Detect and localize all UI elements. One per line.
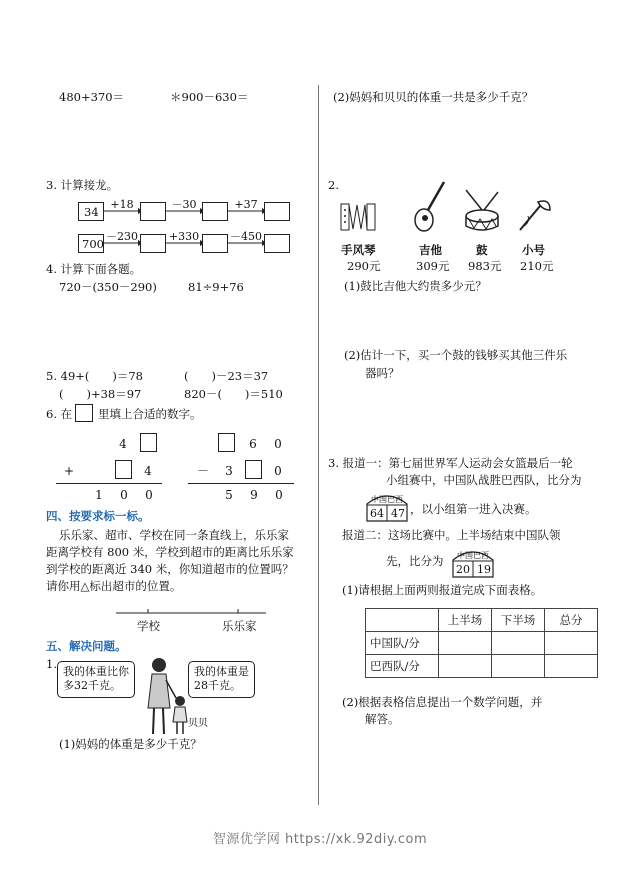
chain2-answer-box-2[interactable]	[202, 234, 228, 253]
q4-b: 81÷9+76	[188, 280, 244, 294]
table-row-label: 巴西队/分	[366, 655, 439, 678]
q1-2: (2)妈妈和贝贝的体重一共是多少千克？	[333, 90, 534, 104]
mom-speech-bubble: 我的体重比你 多32千克。	[57, 661, 135, 698]
v2-row2-digit-1: 3	[225, 464, 233, 478]
chain2-op-3: －450	[230, 230, 262, 243]
q3-line3: ，以小组第一进入决赛。	[410, 502, 537, 516]
mother-and-child-icon	[140, 656, 195, 738]
v1-result-1: 1	[95, 488, 103, 502]
scoreboard-2-brazil: 19	[477, 563, 491, 576]
v1-result-3: 0	[145, 488, 153, 502]
section-4-text-1: 乐乐家、超市、学校在同一条直线上，乐乐家	[59, 528, 289, 542]
scoreboard-2-china: 20	[456, 563, 470, 576]
chain2-start-box: 700	[78, 234, 104, 253]
v1-op: +	[63, 464, 75, 478]
instrument-name-drum: 鼓	[476, 243, 488, 257]
q4-a: 720－(350－290)	[59, 280, 157, 294]
section-5-q1-1: (1)妈妈的体重是多少千克？	[59, 737, 202, 751]
q3-1: (1)请根据上面两则报道完成下面表格。	[342, 583, 543, 597]
label-home: 乐乐家	[222, 619, 257, 633]
guitar-icon	[412, 180, 448, 234]
q3-line4: 报道二：这场比赛中。上半场结束中国队领	[342, 528, 561, 542]
q3-line2: 小组赛中，中国队战胜巴西队，比分为	[386, 473, 582, 487]
q2-2-line1: (2)估计一下，买一个鼓的钱够买其他三件乐	[344, 348, 568, 362]
calc-b: ＊900－630＝	[170, 90, 249, 104]
q6-prefix: 6. 在	[46, 407, 73, 421]
v2-row1-digit-1: 6	[249, 437, 257, 451]
child-speech-bubble: 我的体重是 28千克。	[188, 661, 255, 698]
chain1-op-1: +18	[110, 198, 134, 211]
chain1-answer-box-3[interactable]	[264, 202, 290, 221]
accordion-icon	[340, 200, 376, 234]
chain2-answer-box-1[interactable]	[140, 234, 166, 253]
v1-row1-box[interactable]	[140, 433, 157, 452]
q3-line1: 3. 报道一：第七届世界军人运动会女篮最后一轮	[328, 456, 573, 470]
chain1-answer-box-2[interactable]	[202, 202, 228, 221]
v2-row2-box[interactable]	[245, 460, 262, 479]
chain2-op-2: +330	[168, 230, 200, 243]
child-name: 贝贝	[188, 718, 208, 729]
drum-icon	[462, 188, 502, 234]
number-line	[116, 608, 268, 618]
section-4-text-3: 到学校的距离近 340 米，你知道超市的位置吗？	[46, 562, 294, 576]
instrument-name-accordion: 手风琴	[341, 243, 376, 257]
q5-row1-b: ( )－23＝37	[184, 369, 269, 383]
table-cell[interactable]	[545, 655, 598, 678]
v2-line	[188, 483, 294, 484]
v1-row1-digit: 4	[119, 437, 127, 451]
table-row	[366, 655, 598, 678]
q2-1: (1)鼓比吉他大约贵多少元？	[344, 279, 487, 293]
v1-line	[56, 483, 162, 484]
trumpet-icon	[516, 196, 552, 234]
v1-row2-digit: 4	[144, 464, 152, 478]
q3-2-line2: 解答。	[365, 712, 400, 726]
scoreboard-1-china: 64	[370, 507, 384, 520]
section-5-title: 五、解决问题。	[46, 639, 127, 653]
chain1-op-2: －30	[171, 198, 197, 211]
instrument-price-guitar: 309元	[416, 259, 450, 273]
v1-row2-box[interactable]	[115, 460, 132, 479]
table-cell[interactable]	[439, 632, 492, 655]
table-header-cell	[366, 609, 439, 632]
v2-row1-digit-2: 0	[274, 437, 282, 451]
q2-2-line2: 器吗？	[365, 366, 400, 380]
chain1-op-3: +37	[234, 198, 258, 211]
v2-result-3: 0	[275, 488, 283, 502]
q4-title: 4. 计算下面各题。	[46, 262, 142, 276]
scoreboard-1-brazil: 47	[391, 507, 405, 520]
q6-sample-box	[75, 404, 93, 422]
table-header-cell: 下半场	[492, 609, 545, 632]
instrument-price-trumpet: 210元	[520, 259, 554, 273]
chain1-answer-box-1[interactable]	[140, 202, 166, 221]
section-4-text-4: 请你用△标出超市的位置。	[46, 579, 182, 593]
q3-title: 3. 计算接龙。	[46, 178, 119, 192]
v2-op: －	[196, 464, 209, 478]
chain2-answer-box-3[interactable]	[264, 234, 290, 253]
table-cell[interactable]	[545, 632, 598, 655]
q5-row1-a: 5. 49+( )＝78	[46, 369, 144, 383]
table-cell[interactable]	[439, 655, 492, 678]
table-header-cell: 上半场	[439, 609, 492, 632]
scoreboard-2-label: 中国巴西	[457, 551, 489, 560]
scoreboard-1	[365, 492, 409, 522]
q5-row2-b: 820－( )＝510	[184, 387, 283, 401]
section-4-text-2: 距离学校有 800 米，学校到超市的距离比乐乐家	[46, 545, 294, 559]
table-cell[interactable]	[492, 655, 545, 678]
v2-result-2: 9	[250, 488, 258, 502]
v2-result-1: 5	[225, 488, 233, 502]
scoreboard-2	[451, 548, 495, 578]
instrument-name-guitar: 吉他	[419, 243, 442, 257]
v2-row1-box[interactable]	[218, 433, 235, 452]
section-4-title: 四、按要求标一标。	[46, 509, 150, 523]
instrument-price-accordion: 290元	[347, 259, 381, 273]
label-school: 学校	[137, 619, 160, 633]
scoreboard-1-label: 中国巴西	[371, 495, 403, 504]
table-row	[366, 632, 598, 655]
v1-result-2: 0	[120, 488, 128, 502]
table-cell[interactable]	[492, 632, 545, 655]
chain1-start-box: 34	[78, 202, 104, 221]
instrument-price-drum: 983元	[468, 259, 502, 273]
q2-no: 2.	[328, 178, 339, 192]
q3-2-line1: (2)根据表格信息提出一个数学问题，并	[342, 695, 543, 709]
table-row-label: 中国队/分	[366, 632, 439, 655]
chain2-op-1: －230	[106, 230, 138, 243]
column-divider	[318, 85, 319, 805]
q3-line5: 先，比分为	[386, 554, 444, 568]
score-table	[365, 608, 598, 678]
q6-suffix: 里填上合适的数字。	[98, 407, 202, 421]
calc-a: 480+370＝	[59, 90, 125, 104]
table-header-row	[366, 609, 598, 632]
v2-row2-digit-2: 0	[274, 464, 282, 478]
table-header-cell: 总分	[545, 609, 598, 632]
section-5-q1-no: 1.	[46, 657, 57, 671]
instrument-name-trumpet: 小号	[522, 243, 545, 257]
q5-row2-a: ( )+38＝97	[59, 387, 142, 401]
footer-watermark: 智源优学网 https://xk.92diy.com	[212, 832, 428, 847]
